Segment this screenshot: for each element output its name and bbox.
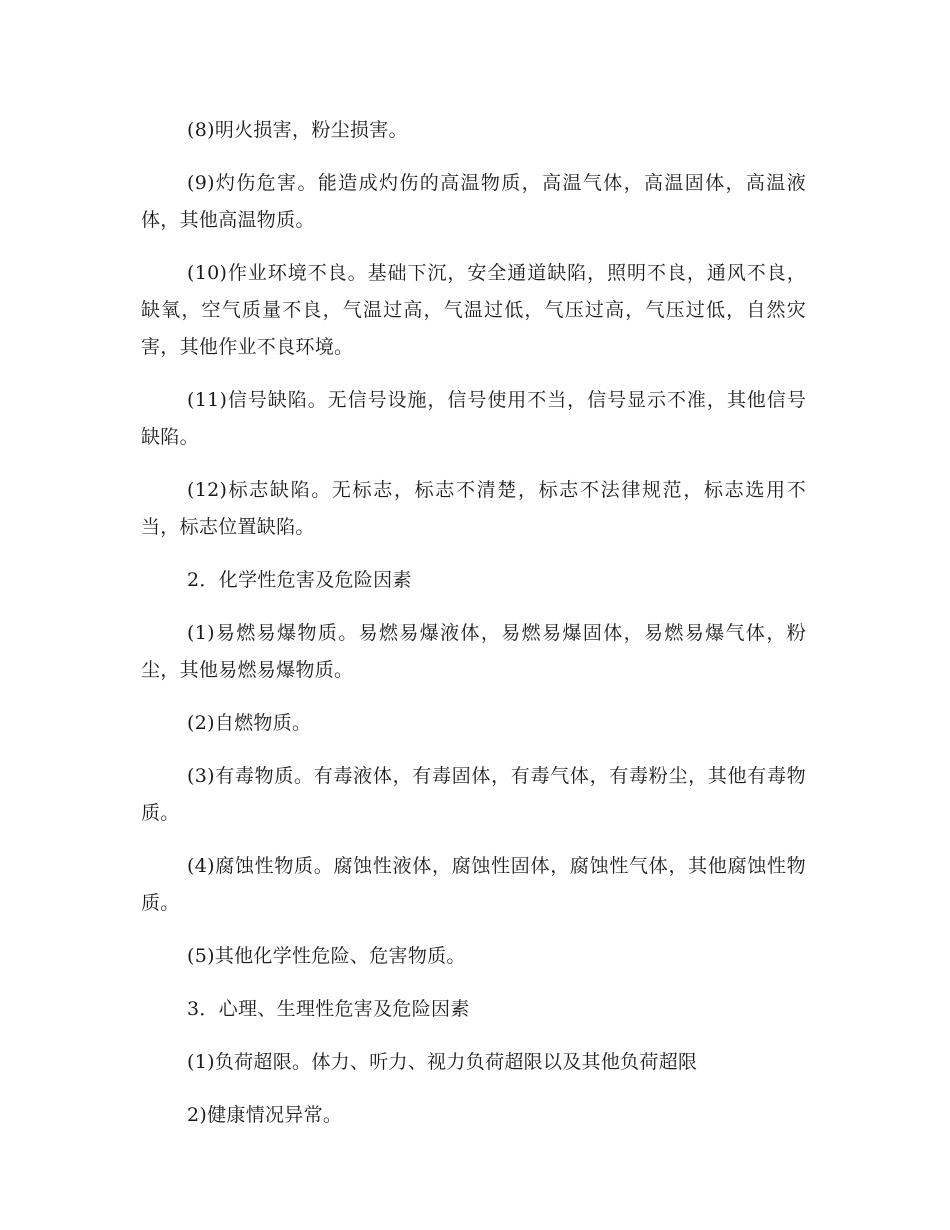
section-heading: 3．心理、生理性危害及危险因素 [187, 998, 470, 1020]
paragraph: 2)健康情况异常。 [187, 1104, 343, 1126]
section-heading: 2．化学性危害及危险因素 [187, 569, 412, 591]
paragraph: (4)腐蚀性物质。腐蚀性液体，腐蚀性固体，腐蚀性气体，其他腐蚀性物质。 [141, 855, 806, 914]
document-body [141, 112, 806, 1150]
paragraph: (3)有毒物质。有毒液体，有毒固体，有毒气体，有毒粉尘，其他有毒物质。 [141, 765, 806, 824]
paragraph: (2)自燃物质。 [187, 712, 312, 734]
paragraph: (11)信号缺陷。无信号设施，信号使用不当，信号显示不准，其他信号缺陷。 [141, 389, 806, 448]
paragraph: (8)明火损害，粉尘损害。 [187, 119, 408, 141]
paragraph: (10)作业环境不良。基础下沉，安全通道缺陷，照明不良，通风不良，缺氧，空气质量不良，气温过高，气温过低，气压过高，气压过低，自然灾害，其他作业不良环境。 [141, 262, 806, 358]
paragraph: (1)易燃易爆物质。易燃易爆液体，易燃易爆固体，易燃易爆气体，粉尘，其他易燃易爆物质。 [141, 622, 806, 681]
paragraph: (9)灼伤危害。能造成灼伤的高温物质，高温气体，高温固体，高温液体，其他高温物质。 [141, 172, 806, 231]
paragraph: (12)标志缺陷。无标志，标志不清楚，标志不法律规范，标志选用不当，标志位置缺陷。 [141, 479, 806, 538]
paragraph: (1)负荷超限。体力、听力、视力负荷超限以及其他负荷超限 [187, 1051, 698, 1073]
paragraph: (5)其他化学性危险、危害物质。 [187, 945, 466, 967]
